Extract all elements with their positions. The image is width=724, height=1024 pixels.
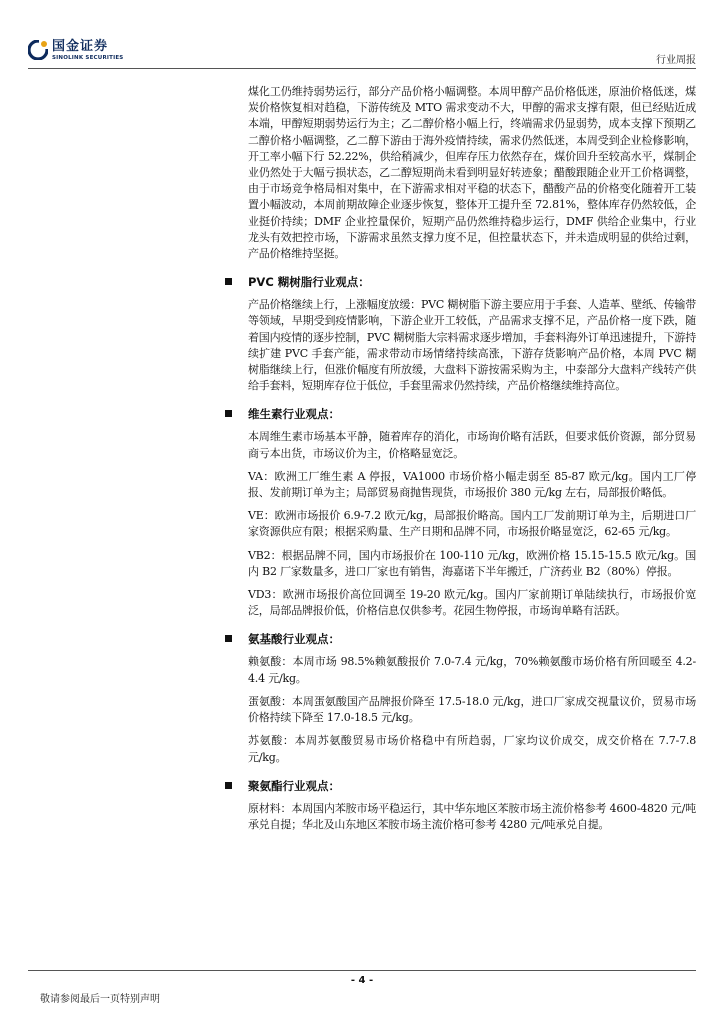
disclaimer-note: 敬请参阅最后一页特别声明	[40, 994, 160, 1005]
square-bullet-icon	[225, 410, 232, 417]
logo-chinese-name: 国金证券	[52, 39, 109, 54]
section-title-pvc	[225, 274, 696, 290]
square-bullet-icon	[225, 635, 232, 642]
section-title-text: PVC 糊树脂行业观点：	[248, 275, 370, 290]
section-title-text: 氨基酸行业观点：	[248, 632, 340, 647]
section-title-amino-acids	[225, 631, 696, 647]
paragraph-pvc: 产品价格继续上行，上涨幅度放缓：PVC 糊树脂下游主要应用于手套、人造革、壁纸、传输带等领域，早期受到疫情影响，下游企业开工较低，产品需求支撑不足，产品价格一度下跌，随着国内疫情的逐步控制，PVC 糊树脂大宗料需求逐步增加，手套料海外订单迅速提升，下游持续扩建 PVC 手套产能，需求带动市场情绪持续高涨，下游存货影响产品价格，本周 PVC 糊树脂继续上行，但涨价幅度有所放缓，大盘料下游按需采购为主，中泰部分大盘料产线转产供给手套料，短期库存位于低位，手套里需求仍然持续，产品价格继续维持高位。	[248, 298, 696, 393]
section-title-polyurethane	[225, 778, 696, 794]
section-title-text: 维生素行业观点：	[248, 407, 340, 422]
header-divider	[28, 68, 696, 69]
main-content	[248, 84, 696, 833]
paragraph-vd3: VD3：欧洲市场报价高位回调至 19-20 欧元/kg。国内厂家前期订单陆续执行，市场报价宽泛，局部品牌报价低，价格信息仅供参考。花园生物停报，市场询单略有活跃。	[248, 588, 696, 618]
document-type: 行业周报	[656, 55, 696, 66]
footer-divider	[28, 970, 696, 971]
paragraph-coal-chemical: 煤化工仍维持弱势运行，部分产品价格小幅调整。本周甲醇产品价格低迷，原油价格低迷，煤炭价格恢复相对趋稳，下游传统及 MTO 需求变动不大，甲醇的需求支撑有限，但已经贴近成本端，甲醇短期弱势运行为主；乙二醇价格小幅上行，终端需求仍显弱势，成本支撑下预期乙二醇价格小幅调整，乙二醇下游由于海外疫情持续，需求仍然低迷，本周受到企业检修影响，开工率小幅下行 52.22%，供给稍减少，但库存压力依然存在，煤价回升至较高水平，煤制企业仍然处于大幅亏损状态，乙二醇短期尚未看到明显好转迹象；醋酸跟随企业开工价格调整，由于市场竞争格局相对集中，在下游需求相对平稳的状态下，醋酸产品的价格变化随着开工装置小幅波动，本周前期故障企业逐步恢复，整体开工提升至 72.81%，整体库存仍然较低，企业挺价持续；DMF 企业控量保价，短期产品仍然维持稳步运行，DMF 供给企业集中，行业龙头有效把控市场，下游需求虽然支撑力度不足，但控量状态下，并未造成明显的供给过剩，产品价格维持坚挺。	[248, 85, 696, 261]
square-bullet-icon	[225, 782, 232, 789]
square-bullet-icon	[225, 278, 232, 285]
section-title-text: 聚氨酯行业观点：	[248, 778, 340, 793]
paragraph-methionine: 蛋氨酸：本周蛋氨酸国产品牌报价降至 17.5-18.0 元/kg，进口厂家成交视量议价，贸易市场价格持续下降至 17.0-18.5 元/kg。	[248, 694, 696, 725]
paragraph-lysine: 赖氨酸：本周市场 98.5%赖氨酸报价 7.0-7.4 元/kg，70%赖氨酸市场价格有所回暖至 4.2-4.4 元/kg。	[248, 655, 696, 685]
paragraph-vitamin-summary: 本周维生素市场基本平静，随着库存的消化，市场询价略有活跃，但要求低价资源，部分贸易商亏本出货，市场议价为主，价格略显宽泛。	[248, 430, 696, 460]
paragraph-threonine: 苏氨酸：本周苏氨酸贸易市场价格稳中有所趋弱，厂家均议价成交，成交价格在 7.7-7.8 元/kg。	[248, 734, 696, 764]
page-header	[0, 0, 724, 74]
section-title-vitamins	[225, 406, 696, 422]
paragraph-va: VA：欧洲工厂维生素 A 停报，VA1000 市场价格小幅走弱至 85-87 欧元/kg。国内工厂停报、发前期订单为主；局部贸易商抛售现货，市场报价 380 元/kg 左右，局部报价略低。	[248, 469, 696, 500]
paragraph-raw-materials: 原材料：本周国内苯胺市场平稳运行，其中华东地区苯胺市场主流价格参考 4600-4820 元/吨承兑自提；华北及山东地区苯胺市场主流价格可参考 4280 元/吨承兑自提。	[248, 801, 696, 831]
page-number: - 4 -	[350, 975, 374, 986]
company-logo	[28, 40, 138, 66]
sinolink-logo-icon	[28, 40, 48, 60]
logo-english-name: SINOLINK SECURITIES	[52, 55, 124, 61]
paragraph-ve: VE：欧洲市场报价 6.9-7.2 欧元/kg，局部报价略高。国内工厂发前期订单为主，后期进口厂家资源供应有限；根据采购量、生产日期和品牌不同，市场报价略显宽泛，62-65 元/kg。	[248, 509, 696, 539]
paragraph-vb2: VB2：根据品牌不同，国内市场报价在 100-110 元/kg，欧洲价格 15.15-15.5 欧元/kg。国内 B2 厂家数量多，进口厂家也有销售，海嘉诺下半年搬迁，广济药业 B2（80%）停报。	[248, 548, 696, 578]
